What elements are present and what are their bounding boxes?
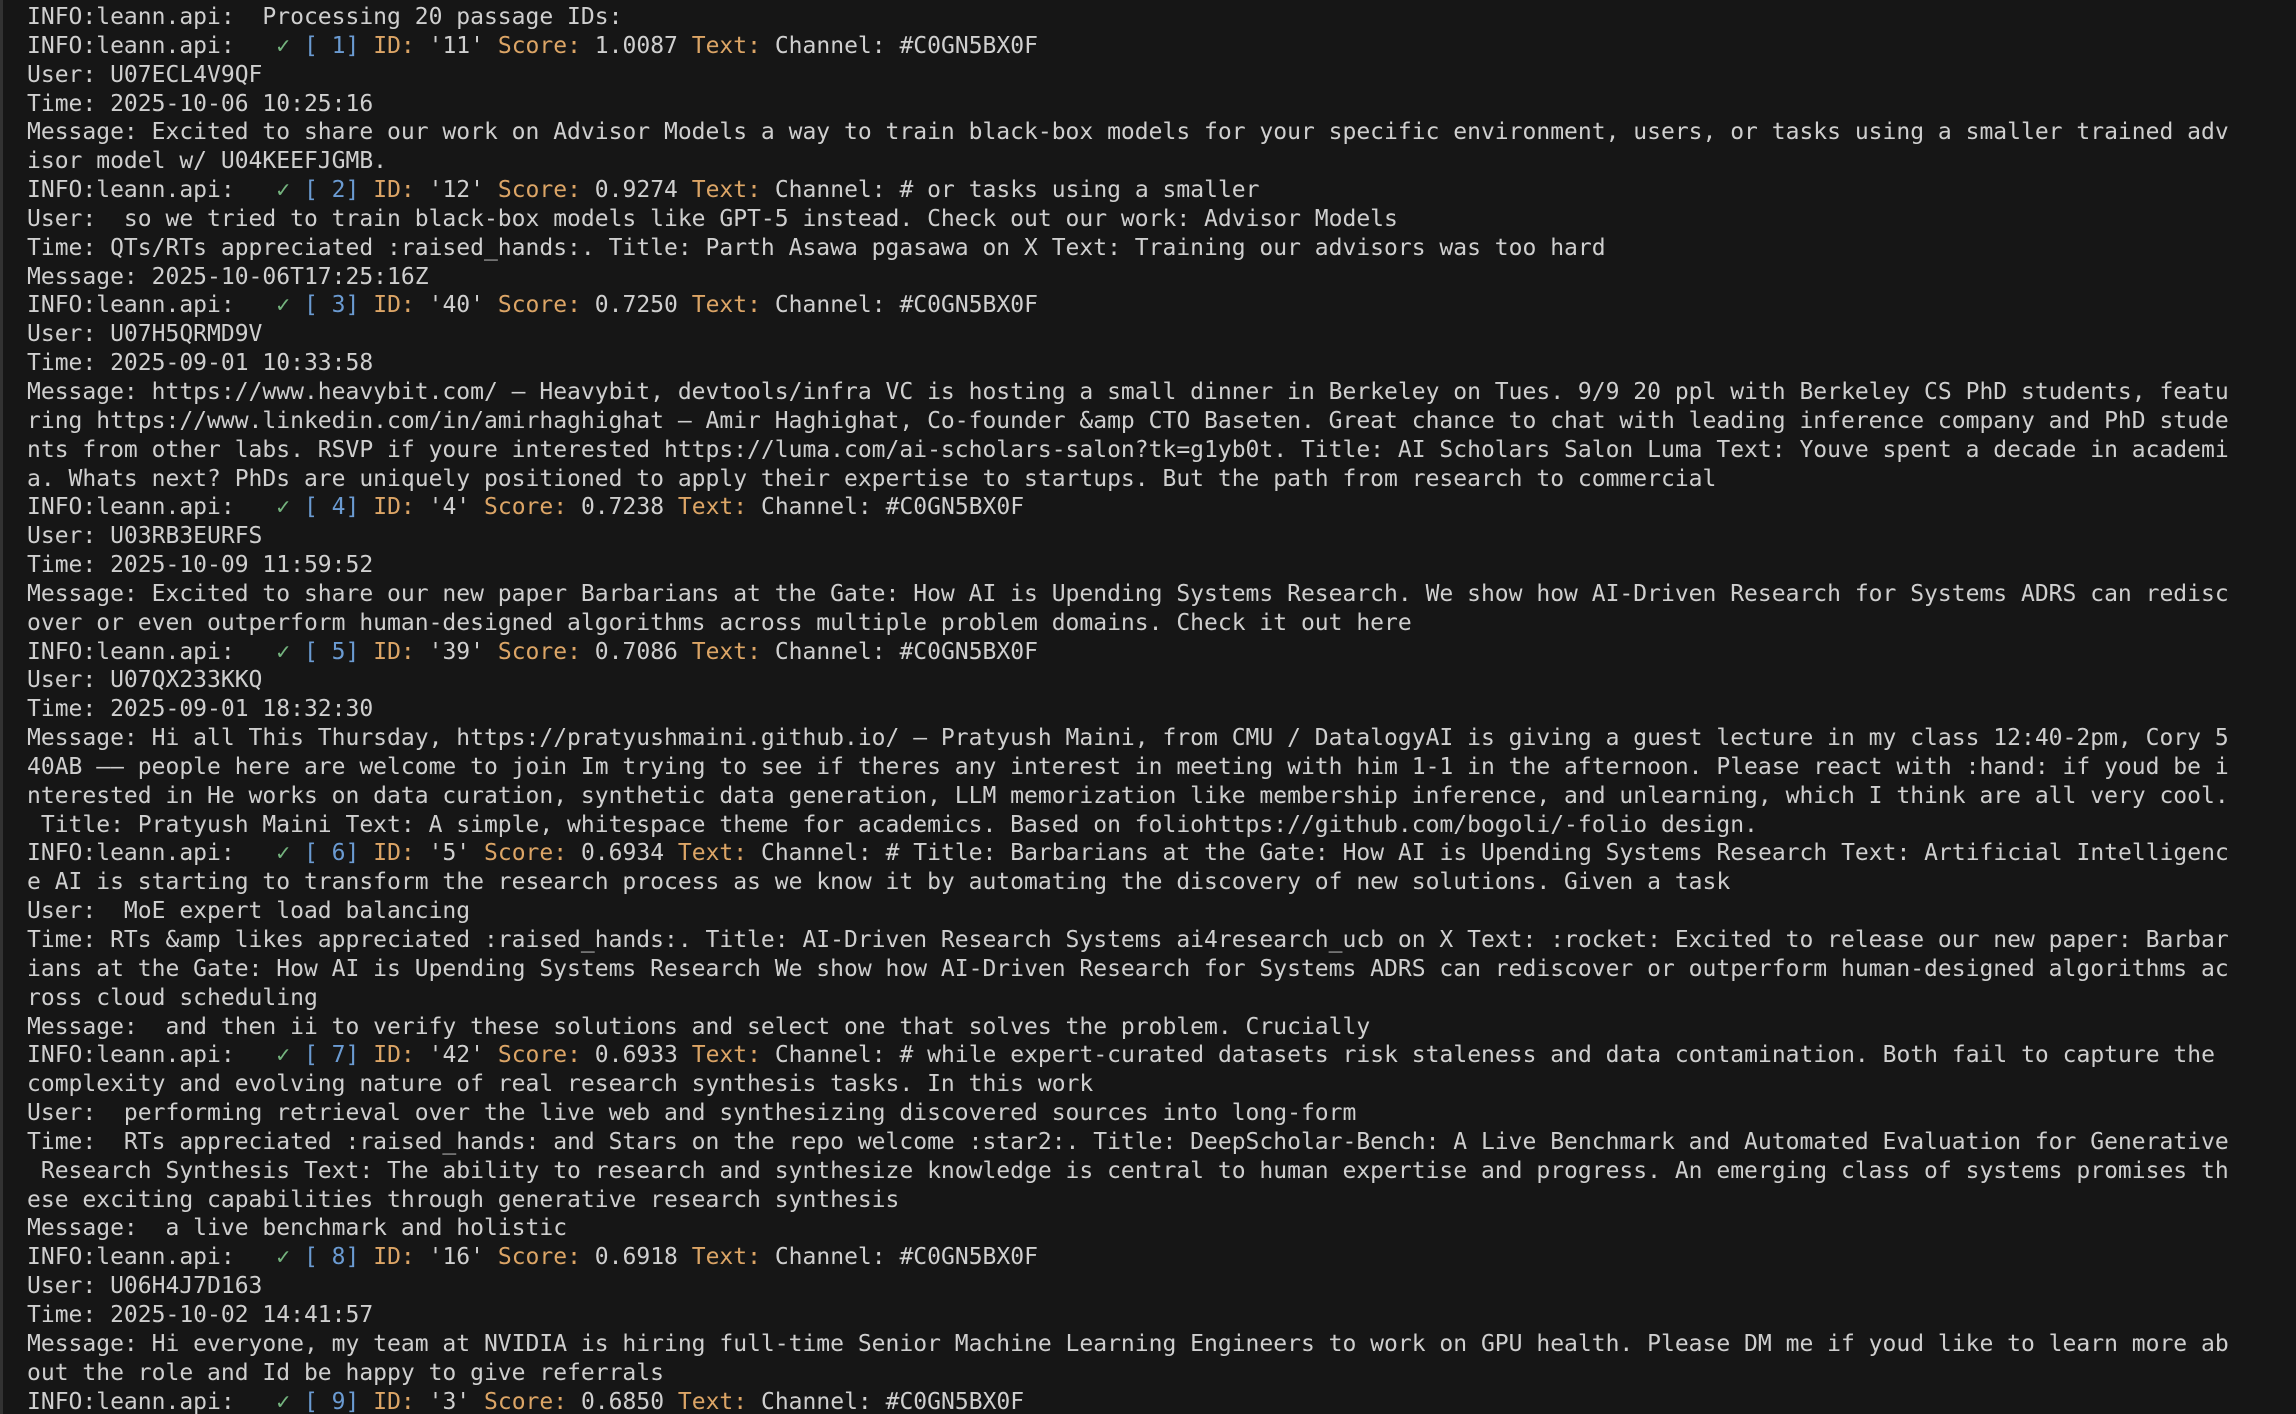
- log-segment: over or even outperform human-designed algorithms across multiple problem domains. Check it out here: [27, 609, 1412, 636]
- log-segment: ID:: [373, 1042, 415, 1069]
- log-segment: ians at the Gate: How AI is Upending Systems Research We show how AI-Driven Research for Systems ADRS can rediscover or outperform human-designed algorithms ac: [27, 955, 2229, 982]
- log-line: [27, 1099, 2296, 1128]
- log-line: [27, 118, 2296, 147]
- log-segment: nterested in He works on data curation, synthetic data generation, LLM memorization like membership inference, and unlearning, which I think are all very cool.: [27, 782, 2229, 809]
- log-segment: Text:: [691, 292, 761, 319]
- log-segment: [ 6]: [303, 840, 360, 867]
- log-line: [27, 147, 2296, 176]
- log-segment: [290, 1389, 304, 1414]
- log-line: [27, 839, 2296, 868]
- log-segment: Time: 2025-09-01 18:32:30: [27, 696, 374, 723]
- log-segment: ID:: [373, 1244, 415, 1271]
- log-segment: nts from other labs. RSVP if youre interested https://luma.com/ai-scholars-salon?tk=g1yb0t. Title: AI Scholars Salon Luma Text: Youve spent a decade in academi: [27, 436, 2229, 463]
- log-segment: Message: Hi all This Thursday, https://pratyushmaini.github.io/ – Pratyush Maini, from CMU / DatalogyAI is giving a guest lecture in my class 12:40-2pm, Cory 5: [27, 725, 2229, 752]
- log-segment: Research Synthesis Text: The ability to research and synthesize knowledge is central to human expertise and progress. An emerging class of systems promises th: [27, 1157, 2229, 1184]
- log-line: [27, 638, 2296, 667]
- log-segment: User: MoE expert load balancing: [27, 898, 471, 925]
- log-segment: Channel: # while expert-curated datasets risk staleness and data contamination. Both fail to capture the: [760, 1042, 2215, 1069]
- log-segment: 0.7086: [580, 638, 692, 665]
- log-segment: Score:: [497, 177, 581, 204]
- log-segment: Channel: #C0GN5BX0F: [760, 292, 1038, 319]
- check-icon: ✓: [276, 638, 291, 665]
- log-segment: Text:: [691, 1244, 761, 1271]
- log-segment: INFO:leann.api:: [27, 292, 277, 319]
- log-line: [27, 378, 2296, 407]
- log-line: [27, 3, 2296, 32]
- log-line: [27, 609, 2296, 638]
- log-line: [27, 551, 2296, 580]
- log-line: [27, 955, 2296, 984]
- log-segment: Time: RTs appreciated :raised_hands: and Stars on the repo welcome :star2:. Title: DeepScholar-Bench: A Live Benchmark and Automated Evaluation for Generative: [27, 1128, 2229, 1155]
- log-segment: 1.0087: [580, 32, 692, 59]
- check-icon: ✓: [276, 840, 291, 867]
- log-line: [27, 1128, 2296, 1157]
- log-segment: Channel: #C0GN5BX0F: [747, 494, 1025, 521]
- log-segment: 0.6918: [580, 1244, 692, 1271]
- log-segment: INFO:leann.api:: [27, 638, 277, 665]
- log-segment: ID:: [373, 177, 415, 204]
- log-segment: [290, 639, 304, 665]
- log-segment: '12': [414, 177, 498, 204]
- log-segment: [290, 1042, 304, 1068]
- log-segment: [290, 33, 304, 59]
- log-line: [27, 926, 2296, 955]
- log-line: [27, 1041, 2296, 1070]
- log-segment: 0.6933: [580, 1042, 692, 1069]
- log-segment: INFO:leann.api:: [27, 177, 277, 204]
- log-segment: [290, 494, 304, 520]
- log-segment: Channel: #C0GN5BX0F: [760, 32, 1038, 59]
- log-line: [27, 811, 2296, 840]
- log-segment: Text:: [677, 1388, 748, 1414]
- log-segment: [359, 1389, 373, 1414]
- log-segment: 0.7238: [567, 494, 678, 521]
- log-line: [27, 753, 2296, 782]
- log-segment: [ 5]: [303, 638, 360, 665]
- log-segment: ID:: [373, 494, 415, 521]
- log-line: [27, 1157, 2296, 1186]
- log-segment: User: U07ECL4V9QF: [27, 61, 263, 88]
- log-segment: INFO:leann.api:: [27, 494, 277, 521]
- log-line: [27, 1013, 2296, 1042]
- check-icon: ✓: [276, 1244, 291, 1271]
- log-line: [27, 1388, 2296, 1414]
- log-segment: Channel: # or tasks using a smaller: [760, 177, 1260, 204]
- log-segment: [359, 292, 373, 318]
- log-segment: Message: Excited to share our new paper Barbarians at the Gate: How AI is Upending Systems Research. We show how AI-Driven Research for Systems ADRS can redisc: [27, 580, 2229, 607]
- log-line: [27, 349, 2296, 378]
- check-icon: ✓: [276, 32, 291, 59]
- log-line: [27, 1214, 2296, 1243]
- log-segment: [290, 1244, 304, 1270]
- log-segment: Time: 2025-09-01 10:33:58: [27, 350, 374, 377]
- log-segment: Text:: [691, 32, 761, 59]
- log-segment: Score:: [484, 494, 568, 521]
- check-icon: ✓: [276, 177, 291, 204]
- log-segment: Channel: #C0GN5BX0F: [760, 1244, 1038, 1271]
- log-segment: Time: 2025-10-02 14:41:57: [27, 1301, 374, 1328]
- log-line: [27, 984, 2296, 1013]
- log-line: [27, 234, 2296, 263]
- log-segment: [ 9]: [303, 1388, 360, 1414]
- log-segment: ring https://www.linkedin.com/in/amirhaghighat – Amir Haghighat, Co-founder &amp CTO Baseten. Great chance to chat with leading inference company and PhD stude: [27, 407, 2229, 434]
- log-line: [27, 90, 2296, 119]
- log-line: [27, 1070, 2296, 1099]
- log-segment: Text:: [677, 494, 748, 521]
- log-segment: ID:: [373, 1388, 415, 1414]
- log-segment: User: so we tried to train black-box models like GPT-5 instead. Check out our work: Advisor Models: [27, 205, 1398, 232]
- log-segment: [290, 177, 304, 203]
- log-segment: [ 1]: [303, 32, 360, 59]
- log-line: [27, 580, 2296, 609]
- log-segment: [290, 840, 304, 866]
- check-icon: ✓: [276, 1042, 291, 1069]
- log-segment: '3': [414, 1388, 485, 1414]
- log-segment: Score:: [484, 840, 568, 867]
- log-segment: Time: 2025-10-09 11:59:52: [27, 552, 374, 579]
- log-segment: [359, 1244, 373, 1270]
- log-segment: [359, 177, 373, 203]
- log-line: [27, 1359, 2296, 1388]
- log-segment: Message: 2025-10-06T17:25:16Z: [27, 263, 429, 290]
- log-segment: Channel: #C0GN5BX0F: [760, 638, 1038, 665]
- log-segment: '39': [414, 638, 498, 665]
- log-segment: '5': [414, 840, 485, 867]
- log-segment: Score:: [484, 1388, 568, 1414]
- log-line: [27, 1243, 2296, 1272]
- log-segment: Score:: [497, 292, 581, 319]
- log-segment: INFO:leann.api:: [27, 840, 277, 867]
- log-segment: '11': [414, 32, 498, 59]
- log-segment: isor model w/ U04KEEFJGMB.: [27, 148, 388, 175]
- left-scrollbar-track[interactable]: [0, 0, 3, 1414]
- log-line: [27, 205, 2296, 234]
- log-segment: e AI is starting to transform the research process as we know it by automating the discovery of new solutions. Given a task: [27, 869, 1731, 896]
- log-segment: [290, 292, 304, 318]
- log-segment: [ 4]: [303, 494, 360, 521]
- check-icon: ✓: [276, 494, 291, 521]
- log-segment: '4': [414, 494, 485, 521]
- log-segment: Text:: [691, 638, 761, 665]
- log-segment: ese exciting capabilities through generative research synthesis: [27, 1186, 900, 1213]
- log-segment: INFO:leann.api:: [27, 32, 277, 59]
- log-segment: Score:: [497, 638, 581, 665]
- log-segment: ID:: [373, 638, 415, 665]
- check-icon: ✓: [276, 292, 291, 319]
- log-segment: [ 3]: [303, 292, 360, 319]
- log-segment: '40': [414, 292, 498, 319]
- log-segment: User: U07QX233KKQ: [27, 667, 263, 694]
- log-segment: User: performing retrieval over the live web and synthesizing discovered sources into long-form: [27, 1100, 1357, 1127]
- log-segment: Time: QTs/RTs appreciated :raised_hands:. Title: Parth Asawa pgasawa on X Text: Training our advisors was too hard: [27, 234, 1606, 261]
- log-line: [27, 493, 2296, 522]
- log-segment: Channel: #C0GN5BX0F: [747, 1388, 1025, 1414]
- log-segment: Score:: [497, 1042, 581, 1069]
- log-line: [27, 32, 2296, 61]
- log-segment: [ 7]: [303, 1042, 360, 1069]
- log-segment: ID:: [373, 32, 415, 59]
- log-segment: [ 2]: [303, 177, 360, 204]
- log-segment: complexity and evolving nature of real research synthesis tasks. In this work: [27, 1071, 1094, 1098]
- log-segment: INFO:leann.api: Processing 20 passage IDs:: [27, 4, 623, 30]
- log-line: [27, 1330, 2296, 1359]
- log-segment: User: U03RB3EURFS: [27, 523, 263, 550]
- log-line: [27, 176, 2296, 205]
- log-segment: User: U07H5QRMD9V: [27, 321, 263, 348]
- log-segment: 0.6934: [567, 840, 678, 867]
- log-segment: Message: https://www.heavybit.com/ – Heavybit, devtools/infra VC is hosting a small dinner in Berkeley on Tues. 9/9 20 ppl with Berkeley CS PhD students, featu: [27, 378, 2229, 405]
- log-line: [27, 436, 2296, 465]
- log-line: [27, 291, 2296, 320]
- log-segment: '42': [414, 1042, 498, 1069]
- log-segment: User: U06H4J7D163: [27, 1273, 263, 1300]
- log-line: [27, 407, 2296, 436]
- log-segment: a. Whats next? PhDs are uniquely positioned to apply their expertise to startups. But the path from research to commercial: [27, 465, 1717, 492]
- log-segment: Text:: [677, 840, 748, 867]
- log-segment: Title: Pratyush Maini Text: A simple, whitespace theme for academics. Based on foliohttps://github.com/bogoli/-folio design.: [27, 811, 1758, 838]
- log-segment: Message: Excited to share our work on Advisor Models a way to train black-box models for your specific environment, users, or tasks using a smaller trained adv: [27, 119, 2229, 146]
- log-segment: Text:: [691, 1042, 761, 1069]
- log-segment: INFO:leann.api:: [27, 1042, 277, 1069]
- log-segment: Time: RTs &amp likes appreciated :raised_hands:. Title: AI-Driven Research Systems ai4research_ucb on X Text: :rocket: Excited to release our new paper: Barbar: [27, 927, 2229, 953]
- log-segment: INFO:leann.api:: [27, 1388, 277, 1414]
- log-segment: INFO:leann.api:: [27, 1244, 277, 1271]
- log-segment: Message: Hi everyone, my team at NVIDIA is hiring full-time Senior Machine Learning Engineers to work on GPU health. Please DM me if youd like to learn more ab: [27, 1330, 2229, 1357]
- log-segment: Message: and then ii to verify these solutions and select one that solves the problem. Crucially: [27, 1013, 1371, 1040]
- log-line: [27, 522, 2296, 551]
- log-line: [27, 1301, 2296, 1330]
- log-segment: [359, 840, 373, 866]
- log-line: [27, 782, 2296, 811]
- log-segment: [359, 33, 373, 59]
- log-segment: out the role and Id be happy to give referrals: [27, 1359, 664, 1386]
- log-line: [27, 263, 2296, 292]
- terminal-output: [27, 3, 2296, 1414]
- log-segment: Channel: # Title: Barbarians at the Gate: How AI is Upending Systems Research Text: Artificial Intelligenc: [747, 840, 2229, 867]
- log-segment: Text:: [691, 177, 761, 204]
- log-segment: Time: 2025-10-06 10:25:16: [27, 90, 374, 117]
- log-line: [27, 1186, 2296, 1215]
- log-segment: ID:: [373, 840, 415, 867]
- log-line: [27, 868, 2296, 897]
- log-segment: [359, 1042, 373, 1068]
- log-segment: [359, 639, 373, 665]
- log-segment: Message: a live benchmark and holistic: [27, 1215, 568, 1242]
- log-line: [27, 465, 2296, 494]
- log-line: [27, 666, 2296, 695]
- log-line: [27, 61, 2296, 90]
- log-line: [27, 320, 2296, 349]
- log-line: [27, 897, 2296, 926]
- log-segment: 40AB –– people here are welcome to join Im trying to see if theres any interest in meeting with him 1-1 in the afternoon. Please react with :hand: if youd be i: [27, 753, 2229, 780]
- log-segment: [ 8]: [303, 1244, 360, 1271]
- log-segment: Score:: [497, 1244, 581, 1271]
- log-line: [27, 724, 2296, 753]
- log-segment: ross cloud scheduling: [27, 984, 318, 1011]
- log-segment: 0.6850: [567, 1388, 678, 1414]
- log-segment: Score:: [497, 32, 581, 59]
- log-segment: ID:: [373, 292, 415, 319]
- log-segment: 0.9274: [580, 177, 692, 204]
- log-segment: 0.7250: [580, 292, 692, 319]
- log-line: [27, 1272, 2296, 1301]
- log-segment: '16': [414, 1244, 498, 1271]
- log-line: [27, 695, 2296, 724]
- check-icon: ✓: [276, 1388, 291, 1414]
- log-segment: [359, 494, 373, 520]
